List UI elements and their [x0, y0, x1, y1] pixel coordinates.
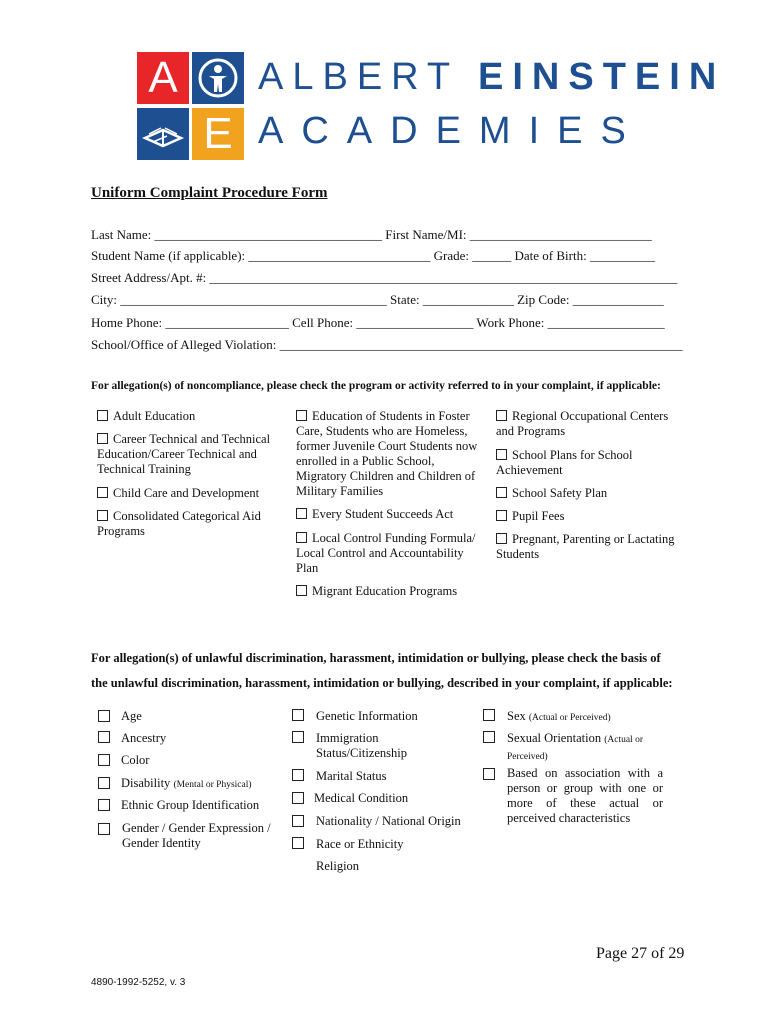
logo-word-albert: ALBERT [258, 56, 459, 98]
option-pregnant-parenting[interactable]: Pregnant, Parenting or Lactating Students [496, 532, 675, 561]
school-violation-line[interactable]: School/Office of Alleged Violation: ______________________________________________________________ [91, 337, 683, 352]
option-consolidated-categorical[interactable]: Consolidated Categorical Aid Programs [97, 509, 261, 538]
noncompliance-heading: For allegation(s) of noncompliance, please check the program or activity referred to in your complaint, if applicable: [91, 380, 661, 392]
checkbox[interactable] [496, 487, 507, 498]
phone-line[interactable]: Home Phone: ___________________ Cell Phone: __________________ Work Phone: __________________ [91, 315, 665, 330]
option-school-plans[interactable]: School Plans for School Achievement [496, 448, 633, 477]
globe-person-icon [192, 52, 244, 104]
option-pupil-fees[interactable]: Pupil Fees [496, 509, 681, 524]
checkbox[interactable] [496, 449, 507, 460]
option-migrant-education[interactable]: Migrant Education Programs [296, 584, 486, 599]
checkbox[interactable] [97, 487, 108, 498]
last-name-line[interactable]: Last Name: ___________________________________ First Name/MI: ____________________________ [91, 227, 652, 242]
orientation-note: (Actual or Perceived) [507, 735, 643, 762]
option-adult-education[interactable]: Adult Education [97, 409, 287, 424]
open-book-icon [137, 108, 189, 160]
disability-note: (Mental or Physical) [173, 780, 252, 790]
label-gender: Gender / Gender Expression / Gender Identity [122, 821, 271, 850]
logo-orange-square [192, 108, 244, 160]
label-age: Age [121, 709, 142, 723]
logo-text-line1 [258, 56, 725, 99]
option-child-care[interactable]: Child Care and Development [97, 486, 287, 501]
student-name-line[interactable]: Student Name (if applicable): ____________________________ Grade: ______ Date of Birth: __________ [91, 248, 655, 263]
logo-blue-square-globe [192, 52, 244, 104]
logo-letter-a: A [148, 53, 178, 102]
city-line[interactable]: City: _________________________________________ State: ______________ Zip Code: ______________ [91, 292, 664, 307]
label-religion: Religion [316, 859, 360, 873]
checkbox-orientation[interactable] [483, 731, 495, 743]
logo-letter-e: E [203, 109, 233, 158]
checkbox[interactable] [296, 508, 307, 519]
option-regional-occupational[interactable]: Regional Occupational Centers and Programs [496, 409, 669, 438]
label-association: Based on association with a person or group with one or more of these actual or perceived characteristics [507, 766, 663, 825]
label-disability: Disability (Mental or Physical) [121, 776, 252, 790]
checkbox-nationality[interactable] [292, 815, 304, 827]
checkbox-medical[interactable] [292, 792, 304, 804]
label-marital: Marital Status [316, 769, 387, 783]
label-genetic: Genetic Information [316, 709, 418, 723]
checkbox-association[interactable] [483, 768, 495, 780]
checkbox[interactable] [296, 585, 307, 596]
checkbox-disability[interactable] [98, 777, 110, 789]
label-ethnic-group: Ethnic Group Identification [121, 798, 260, 812]
checkbox-genetic[interactable] [292, 709, 304, 721]
label-ancestry: Ancestry [121, 731, 167, 745]
checkbox-marital[interactable] [292, 769, 304, 781]
checkbox[interactable] [97, 410, 108, 421]
label-color: Color [121, 753, 150, 767]
checkbox-ethnic-group[interactable] [98, 799, 110, 811]
checkbox[interactable] [496, 533, 507, 544]
discrimination-heading-line2: the unlawful discrimination, harassment, intimidation or bullying, described in your complaint, if applicable: [91, 676, 673, 690]
checkbox-age[interactable] [98, 710, 110, 722]
logo-red-square [137, 52, 189, 104]
checkbox[interactable] [496, 510, 507, 521]
label-immigration: Immigration Status/Citizenship [316, 731, 407, 760]
checkbox[interactable] [97, 433, 108, 444]
logo-blue-square-book [137, 108, 189, 160]
logo-text-line2: ACADEMIES [258, 110, 644, 152]
document-code: 4890-1992-5252, v. 3 [91, 977, 186, 988]
option-lcff[interactable]: Local Control Funding Formula/ Local Control and Accountability Plan [296, 531, 476, 575]
discrimination-heading-line1: For allegation(s) of unlawful discrimination, harassment, intimidation or bullying, please check the basis of [91, 651, 661, 665]
page-number: Page 27 of 29 [596, 945, 685, 962]
checkbox[interactable] [296, 532, 307, 543]
checkbox[interactable] [296, 410, 307, 421]
label-nationality: Nationality / National Origin [316, 814, 461, 828]
option-career-technical[interactable]: Career Technical and Technical Education/Career Technical and Technical Training [97, 432, 271, 476]
option-school-safety[interactable]: School Safety Plan [496, 486, 681, 501]
label-medical: Medical Condition [314, 791, 409, 805]
checkbox-race[interactable] [292, 837, 304, 849]
label-orientation: Sexual Orientation (Actual or Perceived) [507, 731, 643, 762]
option-foster-care[interactable]: Education of Students in Foster Care, Students who are Homeless, former Juvenile Court Students now enrolled in a Public School, Migratory Children and Children of Military Families [296, 409, 478, 498]
checkbox[interactable] [496, 410, 507, 421]
checkbox-immigration[interactable] [292, 731, 304, 743]
logo-word-einstein: EINSTEIN [478, 56, 726, 98]
checkbox[interactable] [97, 510, 108, 521]
checkbox-ancestry[interactable] [98, 731, 110, 743]
label-sex: Sex (Actual or Perceived) [507, 709, 611, 723]
checkbox-color[interactable] [98, 754, 110, 766]
sex-note: (Actual or Perceived) [528, 713, 611, 723]
option-every-student[interactable]: Every Student Succeeds Act [296, 507, 486, 522]
label-race: Race or Ethnicity [316, 837, 404, 851]
street-address-line[interactable]: Street Address/Apt. #: ________________________________________________________________________ [91, 270, 678, 285]
checkbox-sex[interactable] [483, 709, 495, 721]
checkbox-gender[interactable] [98, 823, 110, 835]
form-title: Uniform Complaint Procedure Form [91, 185, 328, 201]
